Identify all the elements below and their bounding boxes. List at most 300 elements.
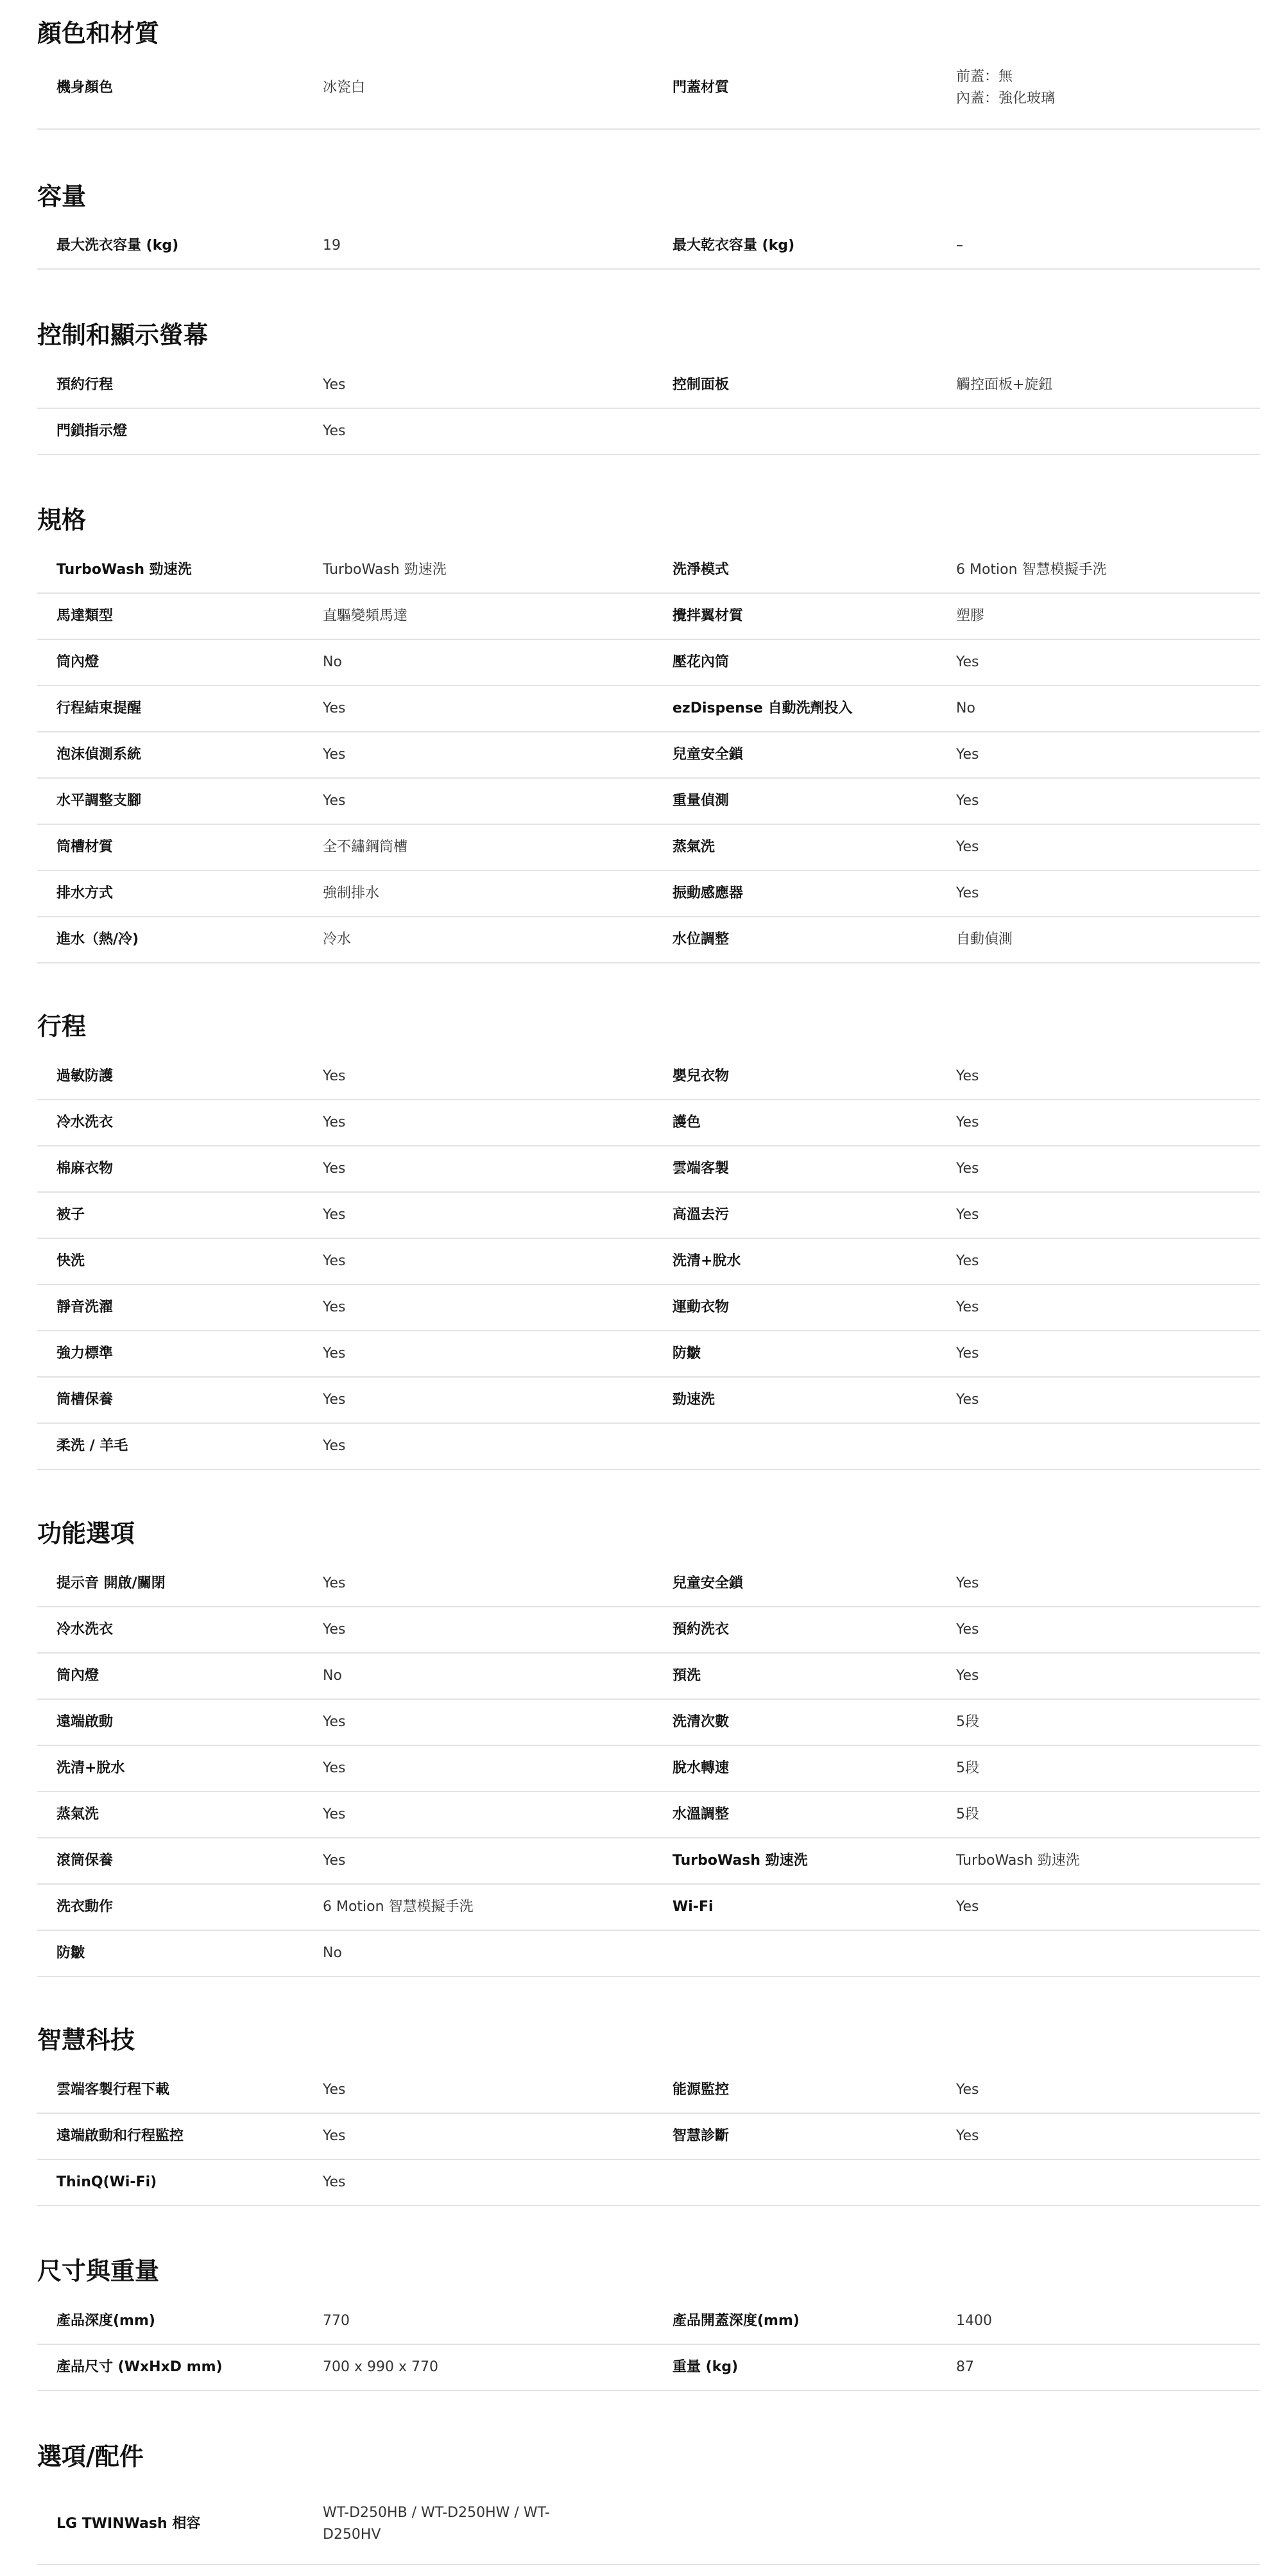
spec-row	[37, 548, 1260, 594]
spec-row	[37, 871, 1260, 917]
spec-value	[956, 1885, 1258, 1930]
spec-value	[956, 409, 1258, 454]
spec-row	[37, 1654, 1260, 1700]
spec-label	[672, 1285, 916, 1330]
spec-value-text: Yes	[323, 1438, 346, 1454]
spec-label	[672, 2160, 916, 2205]
spec-row	[37, 1700, 1260, 1746]
spec-value-text: 1400	[956, 2313, 992, 2329]
spec-label	[672, 1607, 916, 1652]
spec-label	[56, 409, 300, 454]
spec-label	[56, 48, 300, 128]
spec-value-text: Yes	[956, 1207, 979, 1223]
spec-value	[956, 548, 1258, 592]
spec-label-text: 筒內燈	[56, 654, 99, 670]
spec-value	[956, 2345, 1258, 2390]
section-title: 智慧科技	[37, 2026, 135, 2054]
spec-value-text: –	[956, 238, 963, 254]
spec-value-text: 770	[323, 2313, 350, 2329]
spec-value-text: 5段	[956, 1760, 979, 1776]
spec-label-text: 振動感應器	[672, 885, 744, 901]
spec-value	[956, 594, 1258, 639]
spec-label-text: 洗清+脫水	[56, 1760, 125, 1776]
spec-value-text: 19	[323, 238, 341, 254]
spec-label	[672, 594, 916, 639]
spec-value-text: Yes	[956, 885, 979, 901]
spec-row	[37, 1607, 1260, 1654]
spec-value	[956, 363, 1258, 408]
spec-label	[672, 825, 916, 870]
spec-value	[323, 779, 669, 824]
spec-value	[323, 548, 669, 592]
spec-value	[323, 871, 669, 916]
spec-value	[323, 1100, 669, 1145]
spec-value	[323, 1054, 669, 1099]
spec-value-text: Yes	[323, 1714, 346, 1730]
spec-label-text: 遠端啟動	[56, 1714, 114, 1730]
spec-value-text: Yes	[323, 1253, 346, 1269]
spec-value	[956, 2114, 1258, 2159]
spec-value-text: Yes	[956, 1621, 979, 1638]
spec-label	[56, 2160, 300, 2205]
spec-value	[956, 1054, 1258, 1099]
spec-label	[672, 1931, 916, 1976]
spec-value	[323, 2484, 669, 2564]
spec-value	[956, 1100, 1258, 1145]
spec-label	[56, 917, 300, 962]
spec-value-text: Yes	[323, 1621, 346, 1638]
spec-value	[956, 2299, 1258, 2344]
spec-label-text: 產品開蓋深度(mm)	[672, 2313, 800, 2329]
spec-value	[323, 2299, 669, 2344]
spec-row	[37, 2160, 1260, 2206]
spec-row	[37, 917, 1260, 964]
spec-value-text: Yes	[956, 1668, 979, 1684]
spec-label-text: 洗清+脫水	[672, 1253, 741, 1269]
spec-label	[672, 2114, 916, 2159]
spec-label-text: 運動衣物	[672, 1299, 730, 1315]
section-title: 尺寸與重量	[37, 2257, 160, 2285]
spec-value	[323, 1331, 669, 1376]
spec-label	[56, 1239, 300, 1284]
spec-label-text: 重量偵測	[672, 793, 730, 809]
spec-label-text: 水溫調整	[672, 1806, 730, 1822]
spec-label-text: 兒童安全鎖	[672, 747, 744, 763]
spec-value-text: Yes	[323, 700, 346, 716]
spec-value	[956, 1193, 1258, 1238]
spec-value-text: Yes	[323, 1345, 346, 1361]
spec-value-text: 冰瓷白	[323, 80, 366, 96]
spec-row	[37, 1331, 1260, 1378]
spec-value	[323, 1607, 669, 1652]
spec-value	[956, 1700, 1258, 1745]
spec-label	[56, 223, 300, 268]
spec-value	[323, 1700, 669, 1745]
spec-label-text: ThinQ(Wi-Fi)	[56, 2174, 157, 2190]
spec-value	[323, 48, 669, 128]
spec-row	[37, 1100, 1260, 1146]
spec-value-text: 6 Motion 智慧模擬手洗	[323, 1899, 474, 1915]
spec-label-text: 預約行程	[56, 377, 114, 393]
spec-label-text: 遠端啟動和行程監控	[56, 2128, 184, 2144]
spec-label	[672, 1700, 916, 1745]
spec-label-text: 泡沫偵測系統	[56, 747, 142, 763]
section-title: 規格	[37, 506, 87, 534]
spec-value-text: Yes	[956, 1114, 979, 1130]
spec-value	[323, 1424, 669, 1469]
spec-label	[672, 686, 916, 731]
spec-label	[56, 594, 300, 639]
spec-value-text: Yes	[323, 1806, 346, 1822]
spec-value-text: Yes	[956, 1575, 979, 1591]
spec-row	[37, 1792, 1260, 1838]
spec-value	[323, 223, 669, 268]
spec-value-text: Yes	[956, 1161, 979, 1177]
spec-row	[37, 1424, 1260, 1470]
spec-value-text: 直驅變頻馬達	[323, 608, 408, 624]
spec-value-text: 6 Motion 智慧模擬手洗	[956, 562, 1107, 578]
spec-label	[672, 48, 916, 128]
spec-label-text: 蒸氣洗	[672, 839, 715, 855]
spec-row	[37, 1285, 1260, 1331]
spec-value-text: Yes	[323, 1207, 346, 1223]
spec-label	[672, 1054, 916, 1099]
spec-value-text: 87	[956, 2359, 974, 2375]
spec-label-text: 提示音 開啟/關閉	[56, 1575, 166, 1591]
spec-value	[956, 1285, 1258, 1330]
spec-label-text: 水平調整支腳	[56, 793, 142, 809]
spec-label	[56, 1100, 300, 1145]
spec-value	[956, 732, 1258, 777]
spec-label-text: 智慧診斷	[672, 2128, 730, 2144]
spec-label-text: 門蓋材質	[672, 80, 730, 96]
spec-label	[56, 1700, 300, 1745]
spec-value-text: Yes	[956, 1392, 979, 1408]
spec-value	[323, 2114, 669, 2159]
spec-label	[672, 548, 916, 592]
spec-label-text: 護色	[672, 1114, 701, 1130]
spec-label-text: 雲端客製	[672, 1161, 730, 1177]
spec-label-text: 機身顏色	[56, 80, 114, 96]
spec-value	[323, 1885, 669, 1930]
spec-value	[956, 2068, 1258, 2113]
spec-label-text: 水位調整	[672, 931, 730, 947]
spec-label-text: 產品尺寸 (WxHxD mm)	[56, 2359, 223, 2375]
spec-label-text: 防皺	[672, 1345, 701, 1361]
spec-label	[672, 1746, 916, 1791]
spec-label	[672, 223, 916, 268]
spec-value-text: Yes	[323, 1299, 346, 1315]
spec-label-text: 洗淨模式	[672, 562, 730, 578]
spec-value	[323, 1378, 669, 1422]
spec-row	[37, 2068, 1260, 2114]
spec-label-text: 被子	[56, 1207, 85, 1223]
spec-row	[37, 2345, 1260, 2391]
spec-label-text: 預約洗衣	[672, 1621, 730, 1638]
spec-value-text: Yes	[323, 377, 346, 393]
spec-value	[956, 1331, 1258, 1376]
spec-row	[37, 686, 1260, 732]
spec-label	[672, 2299, 916, 2344]
spec-value	[956, 2160, 1258, 2205]
spec-value-text: Yes	[956, 2128, 979, 2144]
spec-value	[323, 1193, 669, 1238]
spec-label	[672, 1654, 916, 1699]
spec-value-text: 5段	[956, 1714, 979, 1730]
spec-value-text: 塑膠	[956, 608, 985, 624]
spec-value-text: 自動偵測	[956, 931, 1013, 947]
spec-label	[56, 2345, 300, 2390]
spec-row	[37, 825, 1260, 871]
spec-value	[956, 1378, 1258, 1422]
spec-row	[37, 223, 1260, 270]
spec-label	[56, 363, 300, 408]
spec-label	[672, 1239, 916, 1284]
spec-label-text: 預洗	[672, 1668, 701, 1684]
spec-value-text: TurboWash 勁速洗	[323, 562, 447, 578]
spec-label	[56, 1424, 300, 1469]
spec-row	[37, 779, 1260, 825]
spec-label	[672, 1193, 916, 1238]
spec-value-text: Yes	[323, 1114, 346, 1130]
spec-label-text: 洗清次數	[672, 1714, 730, 1730]
spec-value	[323, 1239, 669, 1284]
spec-row	[37, 2114, 1260, 2160]
spec-value-text: 5段	[956, 1806, 979, 1822]
spec-label	[56, 2068, 300, 2113]
spec-label	[672, 1424, 916, 1469]
spec-label-text: 筒槽保養	[56, 1392, 114, 1408]
spec-label-text: 棉麻衣物	[56, 1161, 114, 1177]
spec-label	[56, 2484, 300, 2564]
spec-label	[56, 1746, 300, 1791]
spec-label-text: ezDispense 自動洗劑投入	[672, 700, 853, 716]
spec-label	[672, 779, 916, 824]
section-title: 功能選項	[37, 1519, 135, 1548]
spec-label	[56, 1561, 300, 1606]
spec-value	[323, 409, 669, 454]
spec-value-text: TurboWash 勁速洗	[956, 1853, 1080, 1869]
spec-value	[323, 1146, 669, 1191]
spec-value	[956, 1931, 1258, 1976]
section-title: 容量	[37, 182, 87, 211]
spec-value-text: Yes	[956, 654, 979, 670]
spec-value-text: Yes	[323, 2128, 346, 2144]
spec-value-text: No	[323, 654, 342, 670]
spec-row	[37, 48, 1260, 130]
spec-label-text: 馬達類型	[56, 608, 114, 624]
spec-value-text: 強制排水	[323, 885, 380, 901]
spec-label-text: 防皺	[56, 1945, 85, 1961]
spec-label-text: 最大洗衣容量 (kg)	[56, 238, 179, 254]
section-title: 控制和顯示螢幕	[37, 321, 209, 349]
spec-label-text: 高溫去污	[672, 1207, 730, 1223]
spec-value-text: WT-D250HB / WT-D250HW / WT- D250HV	[323, 2505, 550, 2543]
spec-label	[56, 871, 300, 916]
spec-value-text: 觸控面板+旋鈕	[956, 377, 1053, 393]
spec-label-text: 靜音洗濯	[56, 1299, 114, 1315]
spec-label	[672, 871, 916, 916]
spec-label	[672, 1146, 916, 1191]
spec-label	[672, 1792, 916, 1837]
spec-label-text: 兒童安全鎖	[672, 1575, 744, 1591]
spec-row	[37, 2299, 1260, 2345]
spec-label	[56, 686, 300, 731]
spec-value	[956, 1561, 1258, 1606]
spec-value	[956, 871, 1258, 916]
spec-row	[37, 363, 1260, 409]
spec-label	[56, 1331, 300, 1376]
spec-value	[956, 48, 1258, 128]
spec-value	[956, 917, 1258, 962]
spec-label-text: 產品深度(mm)	[56, 2313, 155, 2329]
spec-value-text: Yes	[323, 1853, 346, 1869]
spec-label	[672, 732, 916, 777]
spec-value-text: 前蓋：無 內蓋：強化玻璃	[956, 69, 1056, 107]
spec-label-text: 柔洗 / 羊毛	[56, 1438, 128, 1454]
spec-label	[672, 1100, 916, 1145]
spec-label-text: 蒸氣洗	[56, 1806, 99, 1822]
spec-label	[672, 917, 916, 962]
spec-row	[37, 1146, 1260, 1193]
spec-label	[56, 1607, 300, 1652]
spec-value-text: Yes	[956, 1253, 979, 1269]
spec-value-text: Yes	[323, 2082, 346, 2098]
spec-label-text: 過敏防護	[56, 1068, 114, 1084]
spec-value	[956, 1792, 1258, 1837]
spec-label	[56, 732, 300, 777]
spec-row	[37, 732, 1260, 779]
spec-value-text: Yes	[323, 1760, 346, 1776]
spec-value	[956, 779, 1258, 824]
spec-row	[37, 1054, 1260, 1100]
spec-label	[56, 2299, 300, 2344]
spec-value-text: Yes	[323, 2174, 346, 2190]
spec-value	[956, 1146, 1258, 1191]
spec-label	[672, 2484, 916, 2564]
spec-row	[37, 1193, 1260, 1239]
spec-value-text: Yes	[323, 1068, 346, 1084]
spec-label	[56, 1654, 300, 1699]
spec-value-text: No	[323, 1945, 342, 1961]
section-title: 選項/配件	[37, 2442, 144, 2471]
spec-row	[37, 594, 1260, 640]
spec-label	[672, 1561, 916, 1606]
spec-row	[37, 640, 1260, 686]
spec-row	[37, 1561, 1260, 1607]
spec-label-text: LG TWINWash 相容	[56, 2516, 201, 2532]
spec-value	[323, 1792, 669, 1837]
spec-value-text: Yes	[323, 423, 346, 439]
spec-value-text: Yes	[956, 2082, 979, 2098]
spec-label	[56, 1146, 300, 1191]
spec-label	[672, 409, 916, 454]
spec-label	[56, 1193, 300, 1238]
spec-label-text: 最大乾衣容量 (kg)	[672, 238, 795, 254]
spec-value-text: Yes	[956, 839, 979, 855]
spec-value	[956, 1654, 1258, 1699]
spec-value-text: Yes	[956, 1345, 979, 1361]
spec-label	[56, 1885, 300, 1930]
spec-label	[672, 1885, 916, 1930]
spec-row	[37, 1239, 1260, 1285]
spec-value	[323, 732, 669, 777]
spec-label-text: 筒槽材質	[56, 839, 114, 855]
spec-label	[672, 2068, 916, 2113]
spec-value	[956, 1424, 1258, 1469]
spec-row	[37, 409, 1260, 455]
spec-label-text: TurboWash 勁速洗	[672, 1853, 808, 1869]
spec-value	[956, 1838, 1258, 1883]
spec-label	[56, 1378, 300, 1422]
spec-value	[323, 2068, 669, 2113]
spec-label-text: 能源監控	[672, 2082, 730, 2098]
spec-label	[56, 1792, 300, 1837]
spec-value	[323, 363, 669, 408]
spec-label-text: 快洗	[56, 1253, 85, 1269]
spec-value	[956, 640, 1258, 685]
spec-value	[956, 825, 1258, 870]
spec-label	[56, 548, 300, 592]
spec-value	[323, 1838, 669, 1883]
spec-label-text: 排水方式	[56, 885, 114, 901]
spec-label-text: 攪拌翼材質	[672, 608, 744, 624]
spec-value	[323, 917, 669, 962]
spec-value	[323, 1654, 669, 1699]
spec-value	[956, 223, 1258, 268]
spec-label	[56, 1931, 300, 1976]
spec-label	[672, 1331, 916, 1376]
spec-label-text: 洗衣動作	[56, 1899, 114, 1915]
spec-value	[323, 1931, 669, 1976]
spec-value	[323, 1285, 669, 1330]
spec-value	[956, 2484, 1258, 2564]
spec-value-text: 全不鏽鋼筒槽	[323, 839, 408, 855]
spec-label-text: 行程結束提醒	[56, 700, 142, 716]
spec-value-text: No	[956, 700, 975, 716]
spec-label	[672, 2345, 916, 2390]
spec-value-text: Yes	[323, 1575, 346, 1591]
section-title: 顏色和材質	[37, 19, 160, 48]
spec-value	[956, 686, 1258, 731]
section-title: 行程	[37, 1012, 87, 1041]
spec-value	[323, 825, 669, 870]
spec-label-text: TurboWash 勁速洗	[56, 562, 192, 578]
spec-label-text: 冷水洗衣	[56, 1621, 114, 1638]
spec-value-text: Yes	[956, 747, 979, 763]
spec-label-text: 脫水轉速	[672, 1760, 730, 1776]
spec-value-text: Yes	[323, 1161, 346, 1177]
spec-label-text: 重量 (kg)	[672, 2359, 739, 2375]
spec-label	[672, 1838, 916, 1883]
spec-value	[323, 2160, 669, 2205]
spec-label	[56, 1838, 300, 1883]
spec-value	[323, 594, 669, 639]
spec-label-text: 雲端客製行程下載	[56, 2082, 170, 2098]
spec-label-text: 壓花內筒	[672, 654, 730, 670]
spec-label-text: Wi-Fi	[672, 1899, 714, 1915]
spec-label-text: 控制面板	[672, 377, 730, 393]
spec-value-text: Yes	[956, 1299, 979, 1315]
spec-value	[956, 1607, 1258, 1652]
spec-value	[323, 640, 669, 685]
spec-value	[323, 686, 669, 731]
spec-value-text: Yes	[956, 1899, 979, 1915]
spec-value	[323, 1746, 669, 1791]
spec-label-text: 嬰兒衣物	[672, 1068, 730, 1084]
spec-label-text: 門鎖指示燈	[56, 423, 128, 439]
spec-row	[37, 2484, 1260, 2565]
